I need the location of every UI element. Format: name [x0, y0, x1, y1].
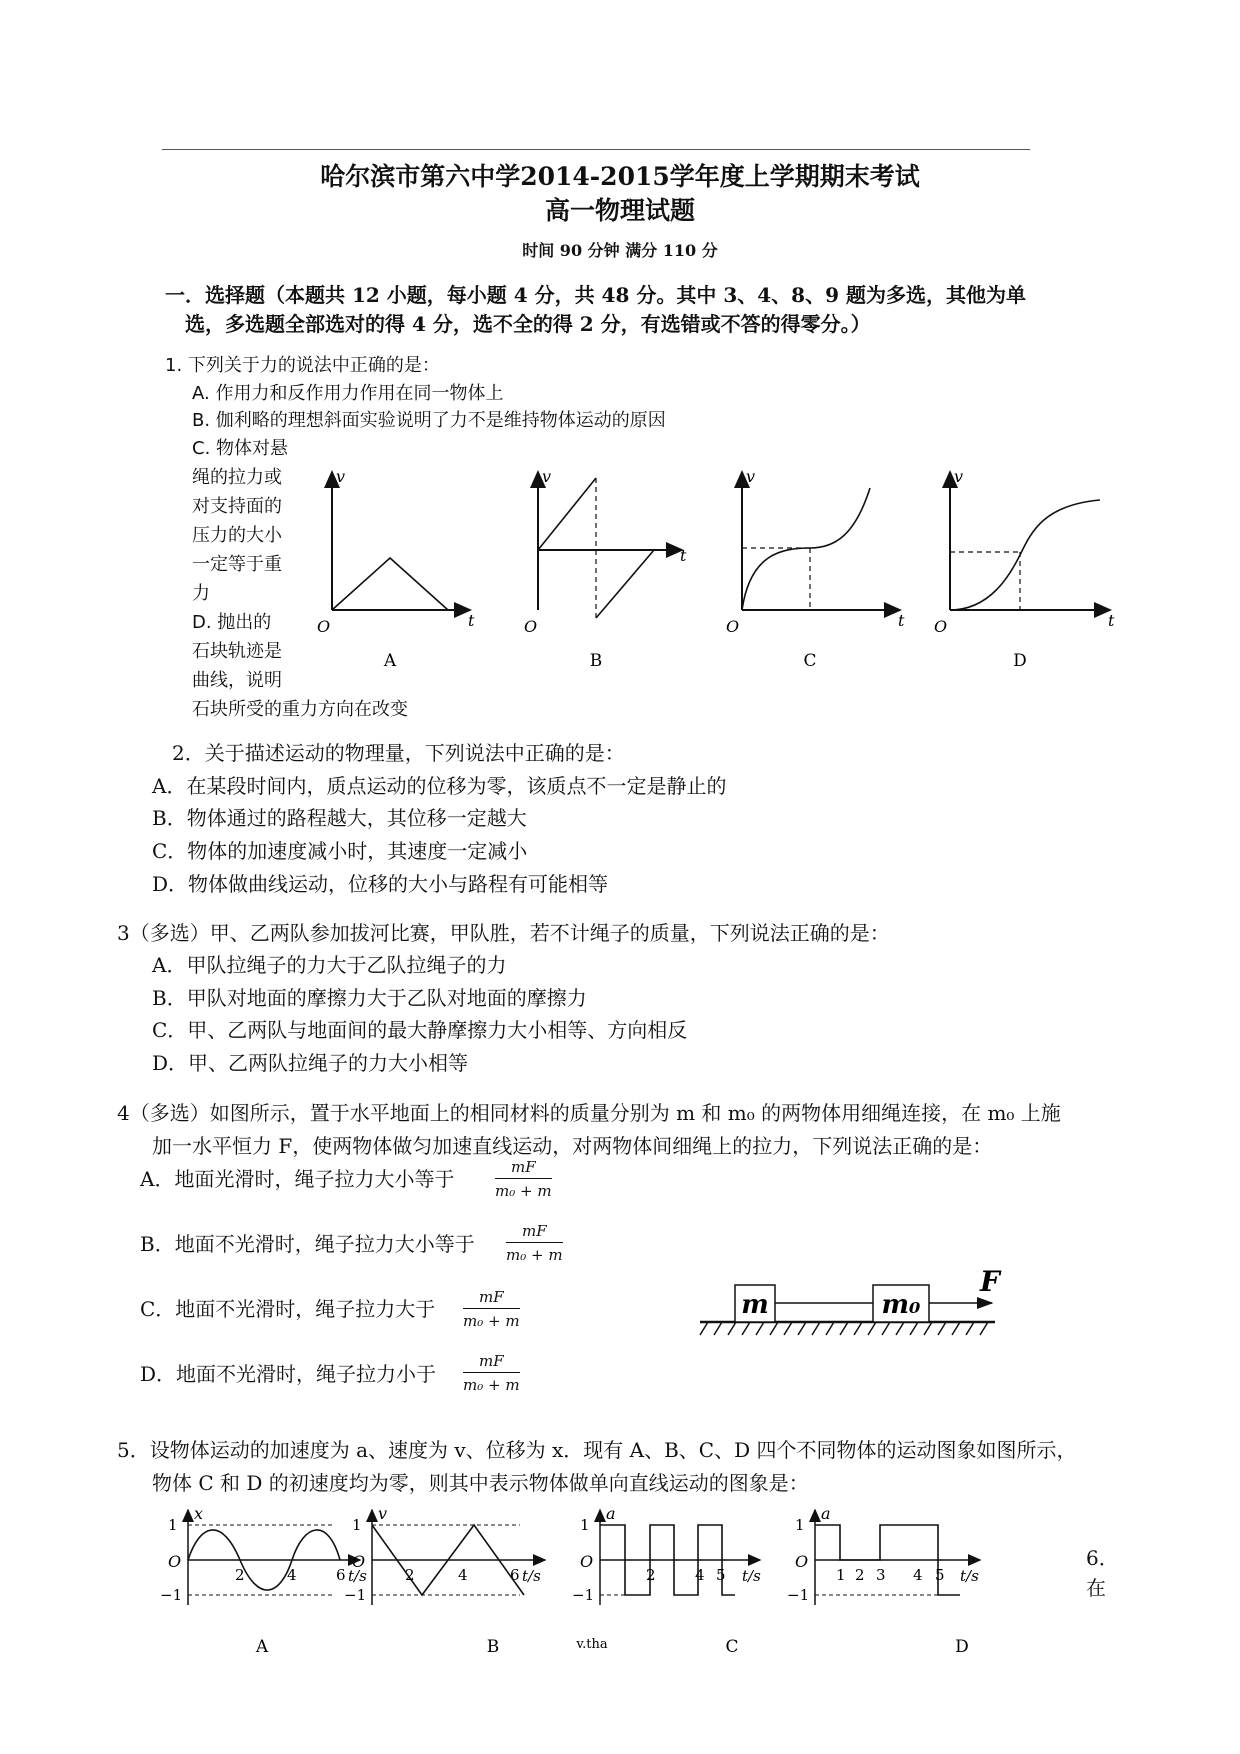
- q5-stem-line1: 5．设物体运动的加速度为 a、速度为 v、位移为 x．现有 A、B、C、D 四个不同物体的运动图象如图所示，: [117, 1438, 1077, 1462]
- q1-graphs: [310, 460, 1140, 675]
- q2-option-a: A．在某段时间内，质点运动的位移为零，该质点不一定是静止的: [152, 774, 727, 798]
- q4-option-a: A．地面光滑时，绳子拉力大小等于: [140, 1167, 455, 1191]
- svg-text:t/s: t/s: [522, 1567, 541, 1585]
- svg-text:3: 3: [876, 1566, 886, 1584]
- svg-text:4: 4: [458, 1566, 468, 1584]
- svg-text:2: 2: [405, 1566, 415, 1584]
- q2-option-c: C．物体的加速度减小时，其速度一定减小: [152, 839, 528, 863]
- svg-text:2: 2: [855, 1566, 865, 1584]
- q1-graph-label-b: B: [589, 651, 603, 671]
- block-m-label: m: [741, 1290, 769, 1320]
- q1-graph-a: [317, 467, 475, 636]
- svg-text:−1: −1: [572, 1586, 595, 1604]
- q3-stem: 3（多选）甲、乙两队参加拔河比赛，甲队胜，若不计绳子的质量，下列说法正确的是：: [117, 921, 890, 945]
- q1-option-a: A. 作用力和反作用力作用在同一物体上: [192, 383, 504, 404]
- q4-option-b-fraction: [506, 1222, 563, 1264]
- svg-text:6: 6: [510, 1566, 520, 1584]
- q1-graph-c: [726, 467, 905, 636]
- svg-text:4: 4: [287, 1566, 297, 1584]
- q5-graph-b: [344, 1505, 545, 1605]
- svg-text:a: a: [821, 1505, 831, 1523]
- q4-option-d: D．地面不光滑时，绳子拉力小于: [140, 1362, 437, 1386]
- q1d-line: D. 抛出的: [192, 612, 272, 633]
- svg-text:O: O: [168, 1552, 182, 1571]
- block-m0-label: m₀: [881, 1290, 921, 1320]
- q1c-axis-t: t: [898, 611, 905, 630]
- q3-option-c: C．甲、乙两队与地面间的最大静摩擦力大小相等、方向相反: [152, 1018, 688, 1042]
- q5-stray-text: v.tha: [576, 1637, 608, 1652]
- q1-graph-label-d: D: [1013, 651, 1027, 671]
- svg-text:1: 1: [580, 1516, 590, 1534]
- q1c-axis-v: v: [746, 467, 756, 486]
- svg-text:O: O: [795, 1552, 809, 1571]
- q1-graph-b: [524, 467, 687, 636]
- fraction-numerator: mF: [506, 1222, 563, 1243]
- q4-option-c-fraction: [463, 1288, 520, 1330]
- ground-hatching: [700, 1322, 988, 1335]
- svg-text:−1: −1: [160, 1586, 183, 1604]
- svg-text:a: a: [606, 1505, 616, 1523]
- svg-text:x: x: [194, 1505, 204, 1523]
- q1b-axis-v: v: [542, 467, 552, 486]
- q5-graph-label-b: B: [486, 1637, 500, 1657]
- force-label: F: [980, 1265, 1000, 1298]
- q1c-origin: O: [726, 617, 740, 636]
- svg-text:−1: −1: [344, 1586, 367, 1604]
- fraction-numerator: mF: [495, 1158, 552, 1179]
- q6-text-fragment: 在: [1086, 1576, 1106, 1600]
- q2-option-b: B．物体通过的路程越大，其位移一定越大: [152, 806, 527, 830]
- svg-text:5: 5: [716, 1566, 726, 1584]
- q3-option-a: A．甲队拉绳子的力大于乙队拉绳子的力: [152, 953, 507, 977]
- svg-text:4: 4: [695, 1566, 705, 1584]
- q1a-origin: O: [317, 617, 331, 636]
- q4-stem-line2: 加一水平恒力 F，使两物体做匀加速直线运动，对两物体间细绳上的拉力，下列说法正确的是：: [152, 1134, 993, 1158]
- time-info: 时间 90 分钟 满分 110 分: [522, 241, 718, 260]
- q1b-origin: O: [524, 617, 538, 636]
- q1c-line: 一定等于重: [192, 554, 282, 575]
- fraction-denominator: m₀ + m: [463, 1376, 520, 1394]
- svg-text:1: 1: [168, 1516, 178, 1534]
- q1b-axis-t: t: [680, 546, 687, 565]
- svg-text:t/s: t/s: [348, 1567, 367, 1585]
- q5-graphs: [160, 1505, 1060, 1665]
- q1-stem: 1. 下列关于力的说法中正确的是：: [165, 355, 440, 376]
- svg-text:1: 1: [352, 1516, 362, 1534]
- q4-stem-line1: 4（多选）如图所示，置于水平地面上的相同材料的质量分别为 m 和 m₀ 的两物体用细绳连接，在 m₀ 上施: [117, 1101, 1061, 1125]
- q2-stem: 2．关于描述运动的物理量，下列说法中正确的是：: [172, 741, 625, 765]
- q1a-axis-v: v: [336, 467, 346, 486]
- q5-graph-label-c: C: [725, 1637, 739, 1657]
- svg-text:O: O: [580, 1552, 594, 1571]
- section-heading-line1: 一．选择题（本题共 12 小题，每小题 4 分，共 48 分。其中 3、4、8、9 题为多选，其他为单: [165, 283, 1026, 307]
- section-heading-line2: 选，多选题全部选对的得 4 分，选不全的得 2 分，有选错或不答的得零分。）: [185, 312, 871, 336]
- q5-stem-line2: 物体 C 和 D 的初速度均为零，则其中表示物体做单向直线运动的图象是：: [152, 1471, 809, 1495]
- svg-text:t/s: t/s: [742, 1567, 761, 1585]
- svg-text:v: v: [378, 1505, 388, 1523]
- q6-number-fragment: 6．: [1086, 1546, 1119, 1570]
- q1d-axis-v: v: [954, 467, 964, 486]
- exam-title: 哈尔滨市第六中学2014-2015学年度上学期期末考试: [320, 162, 920, 191]
- svg-text:−1: −1: [787, 1586, 810, 1604]
- q1-graph-d: [934, 467, 1115, 636]
- exam-subtitle: 高一物理试题: [544, 196, 695, 225]
- svg-text:O: O: [352, 1552, 366, 1571]
- q4-option-b: B．地面不光滑时，绳子拉力大小等于: [140, 1232, 475, 1256]
- q1c-line: 绳的拉力或: [192, 467, 282, 488]
- svg-text:2: 2: [235, 1566, 245, 1584]
- svg-text:4: 4: [913, 1566, 923, 1584]
- fraction-numerator: mF: [463, 1352, 520, 1373]
- q4-option-d-fraction: [463, 1352, 520, 1394]
- q4-figure: [690, 1265, 1010, 1345]
- svg-text:1: 1: [795, 1516, 805, 1534]
- fraction-denominator: m₀ + m: [506, 1246, 563, 1264]
- q4-option-c: C．地面不光滑时，绳子拉力大于: [140, 1297, 436, 1321]
- q5-graph-d: [787, 1505, 980, 1605]
- q1d-axis-t: t: [1108, 611, 1115, 630]
- fraction-numerator: mF: [463, 1288, 520, 1309]
- svg-text:6: 6: [336, 1566, 346, 1584]
- q1d-origin: O: [934, 617, 948, 636]
- q5-graph-label-a: A: [255, 1637, 269, 1657]
- q1d-line: 曲线，说明: [192, 670, 282, 691]
- q1c-line: 压力的大小: [192, 525, 282, 546]
- fraction-denominator: m₀ + m: [463, 1312, 520, 1330]
- q1c-line: 对支持面的: [192, 496, 282, 517]
- q1c-line: 力: [192, 583, 210, 604]
- fraction-denominator: m₀ + m: [495, 1182, 552, 1200]
- svg-text:5: 5: [935, 1566, 945, 1584]
- q5-graph-a: [160, 1505, 367, 1605]
- svg-text:2: 2: [646, 1566, 656, 1584]
- q1d-line: 石块轨迹是: [192, 641, 282, 662]
- q1-option-b: B. 伽利略的理想斜面实验说明了力不是维持物体运动的原因: [192, 410, 666, 431]
- q1d-line: 石块所受的重力方向在改变: [192, 699, 408, 720]
- svg-text:t/s: t/s: [960, 1567, 979, 1585]
- q5-graph-c: [572, 1505, 761, 1605]
- q3-option-d: D．甲、乙两队拉绳子的力大小相等: [152, 1051, 469, 1075]
- svg-text:1: 1: [836, 1566, 846, 1584]
- q1-graph-label-c: C: [803, 651, 817, 671]
- header-rule: [162, 149, 1030, 150]
- q1-graph-label-a: A: [383, 651, 397, 671]
- q1a-axis-t: t: [468, 611, 475, 630]
- q3-option-b: B．甲队对地面的摩擦力大于乙队对地面的摩擦力: [152, 986, 587, 1010]
- q1c-line: C. 物体对悬: [192, 438, 289, 459]
- q4-option-a-fraction: [495, 1158, 552, 1200]
- q2-option-d: D．物体做曲线运动，位移的大小与路程有可能相等: [152, 872, 609, 896]
- q5-graph-label-d: D: [955, 1637, 969, 1657]
